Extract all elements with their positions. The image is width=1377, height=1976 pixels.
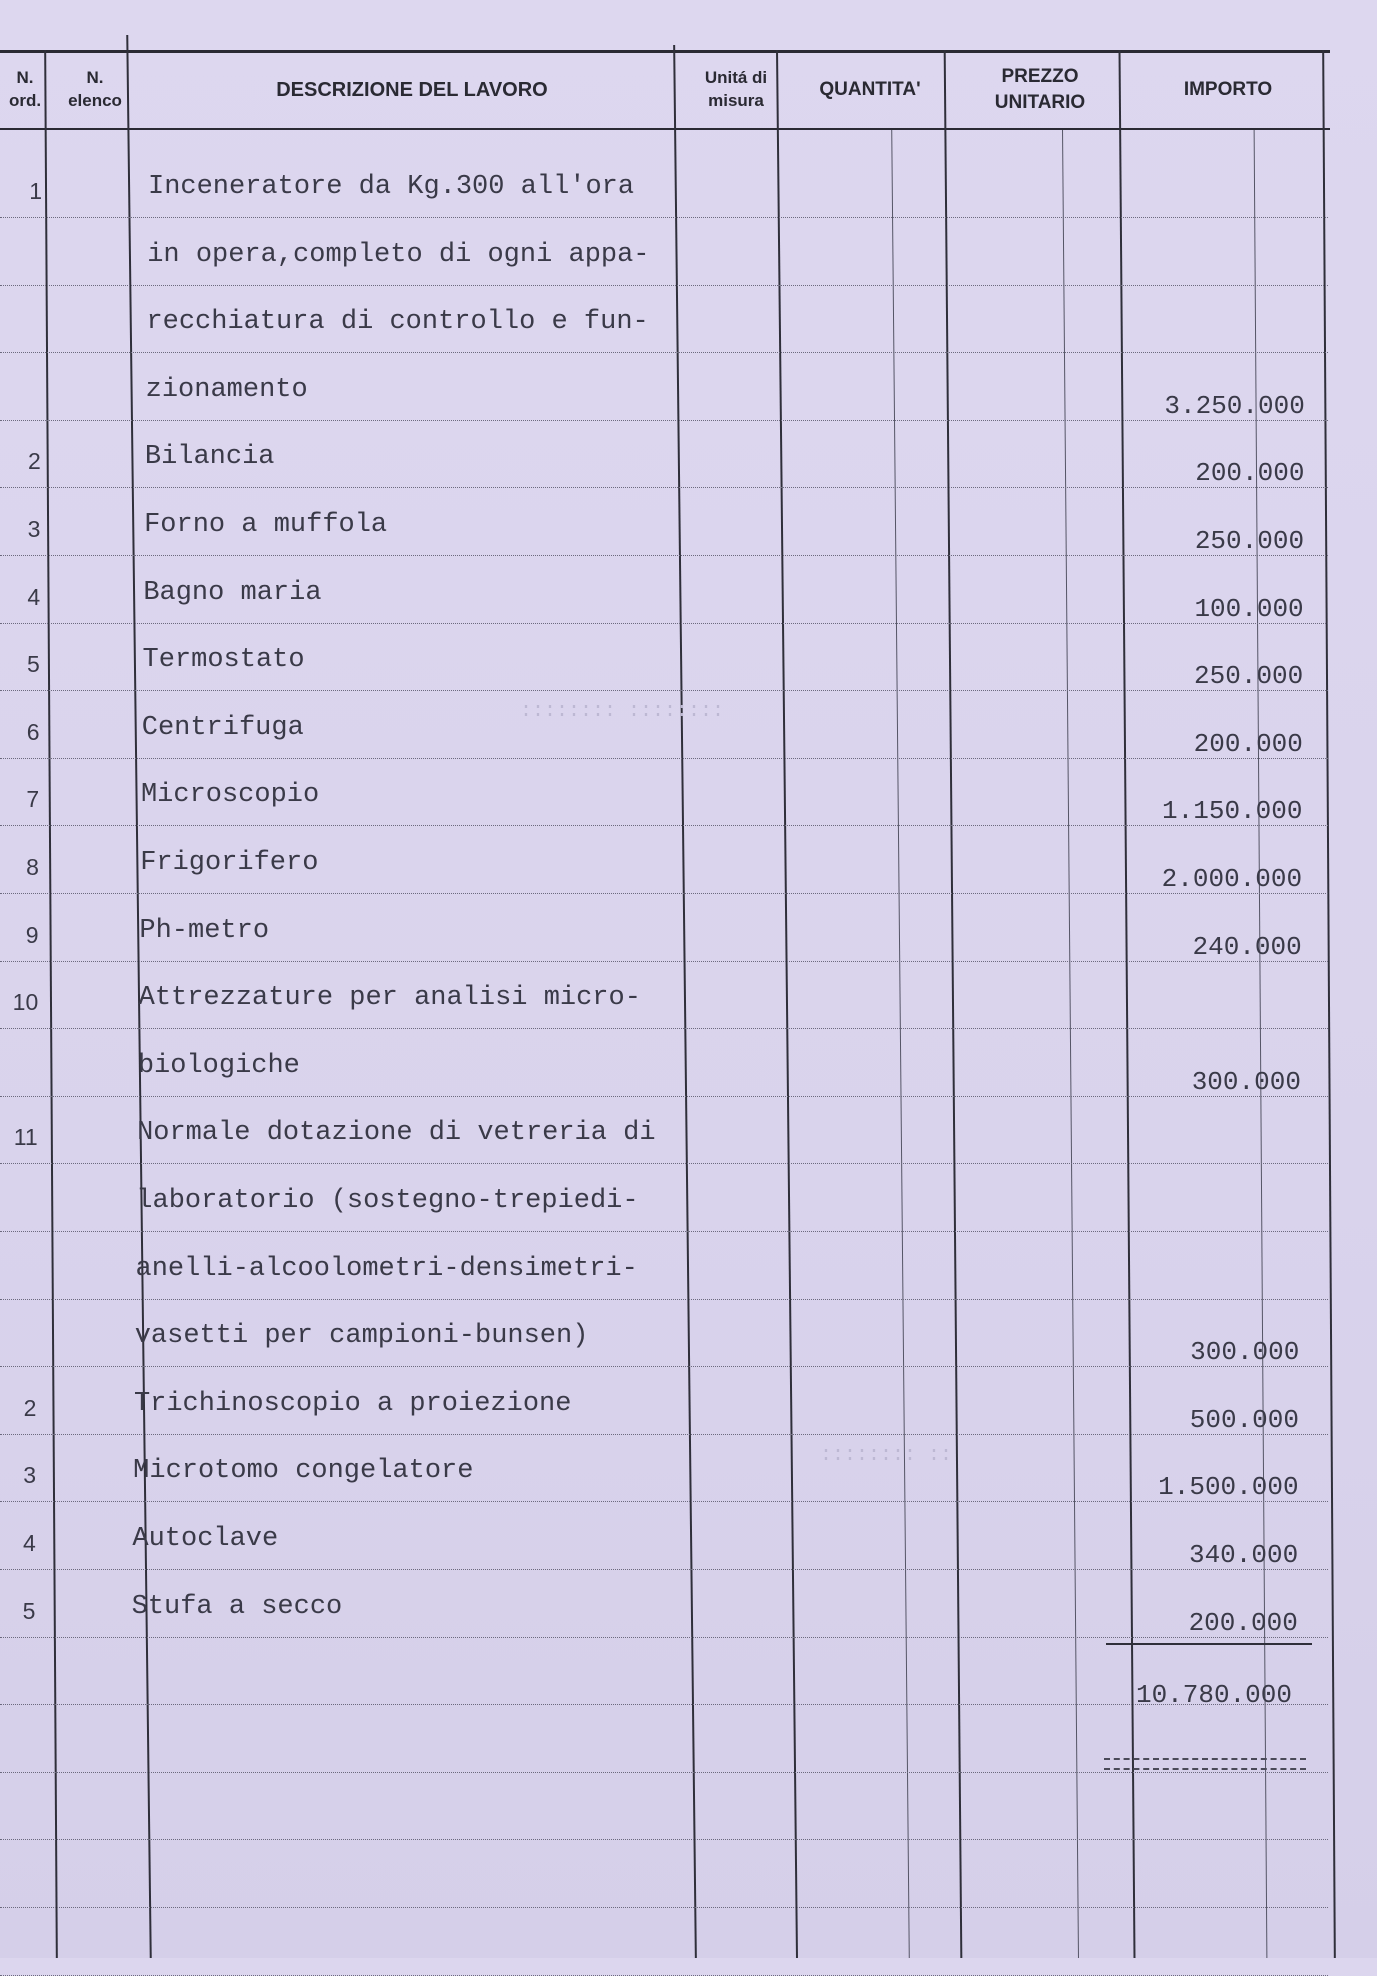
row-amount: 300.000 <box>1191 1066 1301 1097</box>
row-number: 4 <box>22 1530 36 1556</box>
row-amount: 2.000.000 <box>1161 864 1303 894</box>
row-description: Termostato <box>142 645 305 676</box>
row-amount: 250.000 <box>1194 661 1304 692</box>
row-rule <box>0 1299 1328 1300</box>
row-description: zionamento <box>145 374 308 405</box>
row-number: 9 <box>25 921 39 948</box>
row-rule <box>0 1839 1328 1840</box>
col-line-1 <box>44 50 58 1958</box>
row-description: Microscopio <box>140 780 320 811</box>
header-unita: Unitá di misura <box>704 68 768 110</box>
row-description: Stufa a secco <box>131 1591 343 1622</box>
row-rule <box>0 1163 1328 1164</box>
row-description: in opera,completo di ogni appa- <box>147 239 650 270</box>
row-rule <box>0 1028 1328 1029</box>
row-description: biologiche <box>137 1050 300 1081</box>
col-line-4 <box>776 50 798 1958</box>
col-line-5 <box>891 130 910 1958</box>
row-description: Attrezzature per analisi micro- <box>138 983 641 1014</box>
row-number: 3 <box>23 1462 37 1489</box>
row-description: Trichinoscopio a proiezione <box>133 1388 572 1419</box>
row-description: Bagno maria <box>143 577 322 608</box>
header-prezzo: PREZZO UNITARIO <box>994 66 1086 113</box>
row-description: recchiatura di controllo e fun- <box>146 307 649 338</box>
row-rule <box>0 285 1328 286</box>
row-amount: 500.000 <box>1189 1404 1299 1435</box>
header-quantita: QUANTITA' <box>819 79 921 101</box>
row-description: Inceneratore da Kg.300 all'ora <box>148 172 635 202</box>
show-through-mark: :::::::: :: <box>820 1444 953 1467</box>
header-bottom-border <box>0 128 1330 130</box>
row-rule <box>0 1907 1328 1908</box>
row-number: 4 <box>27 583 41 610</box>
row-amount: 340.000 <box>1188 1540 1299 1570</box>
row-description: Bilancia <box>144 442 275 473</box>
row-description: Ph-metro <box>139 915 270 946</box>
row-description: Autoclave <box>132 1524 279 1554</box>
row-number: 6 <box>26 718 40 745</box>
row-amount: 3.250.000 <box>1164 390 1305 421</box>
row-number: 1 <box>29 178 42 204</box>
row-number: 8 <box>26 854 39 880</box>
row-number: 7 <box>26 786 40 813</box>
row-description: anelli-alcoolometri-densimetri- <box>135 1253 638 1284</box>
col-line-3 <box>673 45 697 1958</box>
row-amount: 240.000 <box>1192 931 1302 962</box>
row-amount: 200.000 <box>1188 1607 1298 1638</box>
col-line-10 <box>1322 50 1336 1958</box>
row-amount: 300.000 <box>1190 1337 1300 1368</box>
row-number: 5 <box>27 651 40 678</box>
row-amount: 1.150.000 <box>1162 796 1303 827</box>
row-number: 10 <box>12 989 39 1016</box>
row-description: Forno a muffola <box>144 510 388 540</box>
row-number: 5 <box>22 1597 36 1624</box>
total-amount: 10.780.000 <box>1135 1680 1292 1710</box>
row-number: 3 <box>27 516 41 542</box>
row-rule <box>0 1772 1328 1773</box>
row-number: 2 <box>23 1394 37 1421</box>
row-number: 11 <box>13 1124 38 1151</box>
row-description: Microtomo congelatore <box>133 1456 474 1487</box>
row-amount: 250.000 <box>1194 526 1305 556</box>
row-amount: 200.000 <box>1193 728 1303 759</box>
row-rule <box>0 1975 1328 1976</box>
col-line-6 <box>944 50 963 1958</box>
row-rule <box>0 352 1328 353</box>
header-n-ord: N. ord. <box>8 68 42 110</box>
row-description: Frigorifero <box>140 848 319 878</box>
row-number: 2 <box>27 448 41 475</box>
row-amount: 100.000 <box>1194 593 1304 624</box>
row-description: laboratorio (sostegno-trepiedi- <box>136 1186 639 1216</box>
row-description: vasetti per campioni-bunsen) <box>134 1321 589 1352</box>
row-amount: 1.500.000 <box>1158 1472 1299 1503</box>
row-rule <box>0 1231 1328 1232</box>
header-descrizione: DESCRIZIONE DEL LAVORO <box>276 78 548 101</box>
col-line-7 <box>1062 130 1079 1958</box>
row-rule <box>0 217 1328 218</box>
header-importo: IMPORTO <box>1183 79 1273 101</box>
row-description: Normale dotazione di vetreria di <box>137 1118 656 1149</box>
col-line-8 <box>1119 50 1136 1958</box>
total-separator-line <box>1106 1643 1312 1645</box>
header-n-elenco: N. elenco <box>68 68 122 110</box>
total-double-underline <box>1104 1758 1306 1770</box>
show-through-mark: :::::::: :::::::: <box>520 700 725 723</box>
row-description: Centrifuga <box>141 712 304 743</box>
row-amount: 200.000 <box>1195 458 1305 489</box>
